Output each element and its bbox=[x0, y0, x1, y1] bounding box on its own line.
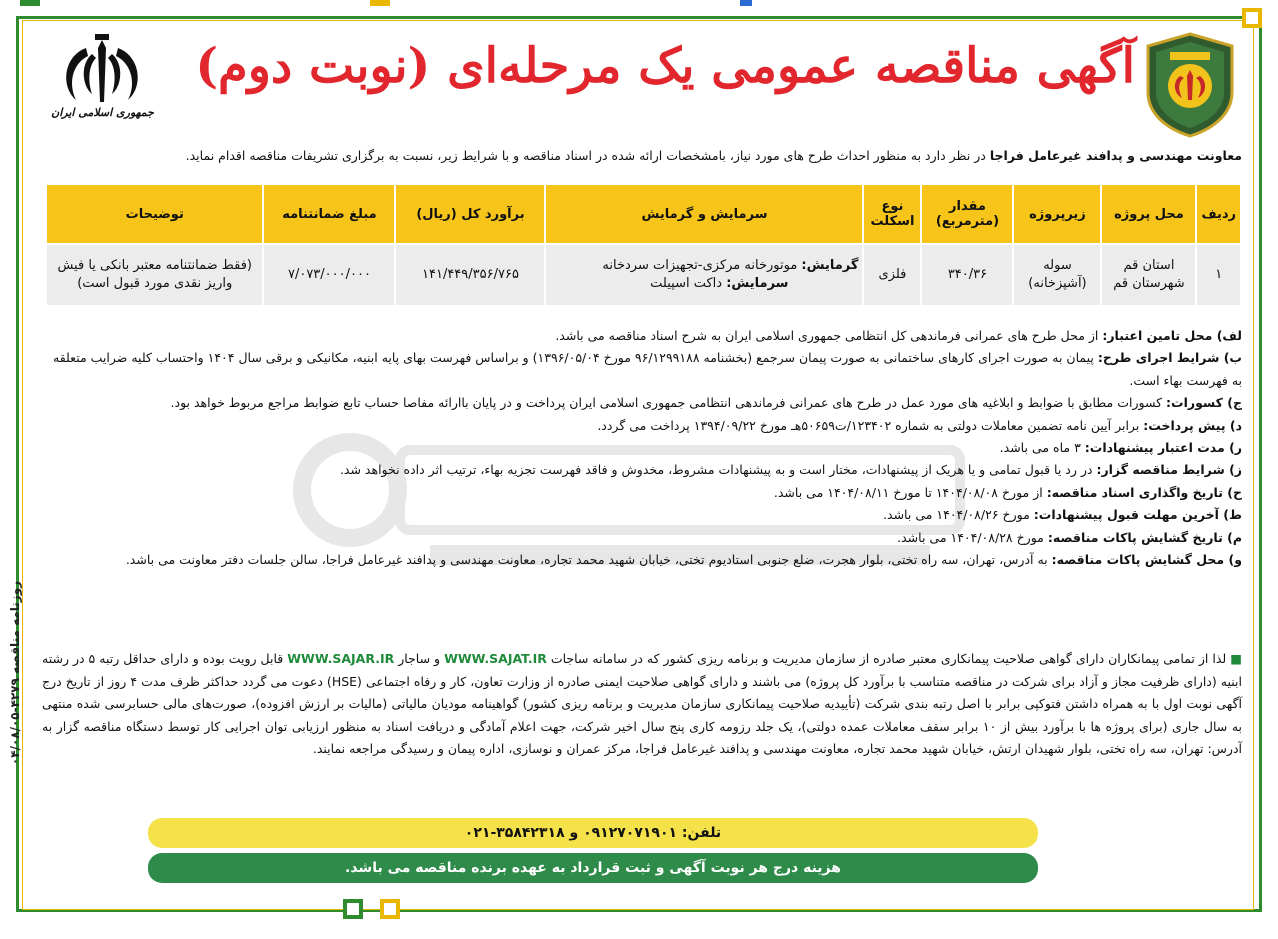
subproject-use: (آشپزخانه) bbox=[1028, 276, 1087, 291]
cooling-label: سرمایش: bbox=[726, 276, 789, 291]
cell-estimate: ۱۴۱/۴۴۹/۳۵۶/۷۶۵ bbox=[395, 244, 545, 306]
cell-index: ۱ bbox=[1196, 244, 1241, 306]
heating-line bbox=[550, 257, 858, 275]
bottom-square-green bbox=[343, 899, 363, 919]
heating-value: موتورخانه مرکزی-تجهیزات سردخانه bbox=[602, 257, 802, 273]
bottom-square-yellow bbox=[380, 899, 400, 919]
cell-hvac bbox=[545, 244, 863, 306]
th-area: مقدار (مترمربع) bbox=[921, 184, 1013, 244]
clauses-list bbox=[42, 325, 1242, 571]
tender-table bbox=[45, 183, 1242, 307]
location-city: شهرستان قم bbox=[1113, 276, 1185, 291]
police-badge-icon bbox=[1140, 32, 1240, 138]
clause-item: لف) محل تامین اعتبار: از محل طرح های عمرانی فرماندهی کل انتظامی جمهوری اسلامی ایران به شرح اسناد مناقصه می باشد. bbox=[555, 328, 1242, 343]
sajar-link[interactable]: WWW.SAJAR.IR bbox=[287, 651, 395, 666]
th-estimate: برآورد کل (ریال) bbox=[395, 184, 545, 244]
th-hvac: سرمایش و گرمایش bbox=[545, 184, 863, 244]
sajat-link[interactable]: WWW.SAJAT.IR bbox=[444, 651, 547, 666]
clause-item: ز) شرایط مناقصه گزار: در رد یا قبول تمامی و یا هریک از پیشنهادات، مختار است و به پیشنهادات مشروط، مخدوش و فاقد فهرست تجزیه بهاء، ترتیب اثر داده نخواهد شد. bbox=[339, 462, 1242, 478]
cell-guarantee: ۷/۰۷۳/۰۰۰/۰۰۰ bbox=[263, 244, 395, 306]
iran-emblem-icon bbox=[46, 34, 158, 138]
intro-org: معاونت مهندسی و پدافند غیرعامل فراجا bbox=[989, 148, 1242, 163]
intro-paragraph bbox=[42, 148, 1242, 163]
th-guarantee: مبلغ ضمانتنامه bbox=[263, 184, 395, 244]
cell-notes: (فقط ضمانتنامه معتبر بانکی یا فیش واریز نقدی مورد قبول است) bbox=[46, 244, 263, 306]
clause-item: ح) تاریخ واگذاری اسناد مناقصه: از مورخ ۱۴۰۴/۰۸/۰۸ تا مورخ ۱۴۰۴/۰۸/۱۱ می باشد. bbox=[773, 484, 1242, 500]
corner-square-yellow bbox=[1242, 8, 1262, 28]
clause-item: ط) آخرین مهلت قبول پیشنهادات: مورخ ۱۴۰۴/۰۸/۲۶ می باشد. bbox=[883, 507, 1242, 523]
notice-bullet: ■ bbox=[1230, 651, 1243, 666]
phone-bar: تلفن: ۰۹۱۲۷۰۷۱۹۰۱ و ۳۵۸۴۲۳۱۸-۰۲۱ bbox=[148, 818, 1038, 848]
clause-item: ج) کسورات: کسورات مطابق با ضوابط و ابلاغیه های مورد عمل در طرح های عمرانی فرماندهی انتظامی جمهوری اسلامی ایران پرداخت و در پایان باارائه مفاصا حساب تابع ضوابط مراجع مربوط خواهد بود. bbox=[170, 395, 1242, 411]
page-title: آگهی مناقصه عمومی یک مرحله‌ای (نوبت دوم) bbox=[195, 38, 1135, 94]
cost-bar: هزینه درج هر نوبت آگهی و ثبت قرارداد به عهده برنده مناقصه می باشد. bbox=[148, 853, 1038, 883]
cooling-value: داکت اسپیلت bbox=[650, 276, 727, 291]
clause-item: د) پیش پرداخت: برابر آیین نامه تضمین معاملات دولتی به شماره ۱۲۳۴۰۲/ت۵۰۶۵۹هـ مورخ ۱۳۹۴/۰۹/۲۲ پرداخت می گردد. bbox=[597, 417, 1242, 433]
cell-area: ۳۴۰/۳۶ bbox=[921, 244, 1013, 306]
clause-item: م) تاریخ گشایش پاکات مناقصه: مورخ ۱۴۰۴/۰۸/۲۸ می باشد. bbox=[897, 529, 1242, 545]
th-subproject: زیرپروژه bbox=[1013, 184, 1101, 244]
table-header-row bbox=[46, 184, 1241, 244]
th-location: محل پروژه bbox=[1101, 184, 1196, 244]
cell-subproject bbox=[1013, 244, 1101, 306]
th-index: ردیف bbox=[1196, 184, 1241, 244]
clause-item: ر) مدت اعتبار پیشنهادات: ۳ ماه می باشد. bbox=[999, 440, 1242, 456]
cooling-line bbox=[550, 275, 858, 293]
location-province: استان قم bbox=[1123, 257, 1175, 273]
intro-text: در نظر دارد به منظور احداث طرح های مورد نیاز، بامشخصات ارائه شده در اسناد مناقصه و با شرایط زیر، نسبت به برگزاری تشریفات مناقصه اقدام نماید. bbox=[185, 148, 990, 163]
th-notes: توضیحات bbox=[46, 184, 263, 244]
side-label: روزنامه مناقصه ۴۲۷۹-۰۴/۰۸/۰۵ bbox=[8, 580, 22, 766]
cell-frame-type: فلزی bbox=[863, 244, 921, 306]
iran-caption: جمهوری اسلامی ایران bbox=[51, 106, 154, 119]
heating-label: گرمایش: bbox=[801, 257, 859, 273]
clause-item: ب) شرایط اجرای طرح: پیمان به صورت اجرای کارهای ساختمانی به صورت پیمان سرجمع (بخشنامه ۹۶/۱۲۹۹۱۸۸ مورخ ۱۳۹۶/۰۵/۰۴) و براساس فهرست بهای پایه ابنیه، مکانیکی و برقی سال ۱۴۰۴ واحتساب کلیه ضرایب متعلقه به فهرست بهاء است. bbox=[53, 350, 1242, 388]
header bbox=[40, 30, 1250, 145]
table-row bbox=[46, 244, 1241, 306]
clause-item: و) محل گشایش پاکات مناقصه: به آدرس، تهران، سه راه تختی، بلوار هجرت، ضلع جنوبی استادیوم تختی، خیابان شهید محمد تجاره، معاونت مهندسی و پدافند غیرعامل فراجا، سالن جلسات دفتر معاونت می باشد. bbox=[125, 552, 1242, 568]
th-frame-type: نوع اسکلت bbox=[863, 184, 921, 244]
cell-location bbox=[1101, 244, 1196, 306]
contractor-notice: ■ لذا از تمامی پیمانکاران دارای گواهی صلاحیت پیمانکاری معتبر صادره از سازمان مدیریت و برنامه ریزی کشور که در سامانه ساجات WWW.SAJAT.IR و ساجار WWW.SAJAR.IR قابل رویت بوده و دارای حداقل رتبه ۵ در رشته ابنیه (دارای ظرفیت مجاز و آزاد برای شرکت در مناقصه متناسب با برآورد کل پروژه) می باشند و دارای گواهی صلاحیت ایمنی صادره از وزارت تعاون، کار و رفاه اجتماعی (HSE) دعوت می گردد حداکثر ظرف مدت ۴ روز از تاریخ درج آگهی نوبت اول با به همراه داشتن فتوکپی برابر با اصل رتبه بندی شرکت (تأییدیه صلاحیت پیمانکاری سازمان مدیریت و برنامه ریزی کشور) گواهینامه مودیان مالیاتی (مالیات بر ارزش افزوده)، صورت‌های مالی حسابرسی شده منتهی به سال جاری (برای پروژه ها با برآورد بیش از ۱۰ برابر سقف معاملات عمده دولتی)، یک جلد رزومه کاری پنج سال اخیر شرکت، جهت اعلام آمادگی و دریافت اسناد به منظور ارزیابی توان اجرایی کار توسط دستگاه مناقصه گزار به آدرس: تهران، سه راه تختی، بلوار شهیدان ارتش، خیابان شهید محمد تجاره، معاونت مهندسی و پدافند غیرعامل فراجا، مرکز عمران و نوسازی، اداره پیمان و رسیدگی مراجعه نمایند. bbox=[42, 651, 1243, 757]
subproject-type: سوله bbox=[1043, 257, 1072, 273]
